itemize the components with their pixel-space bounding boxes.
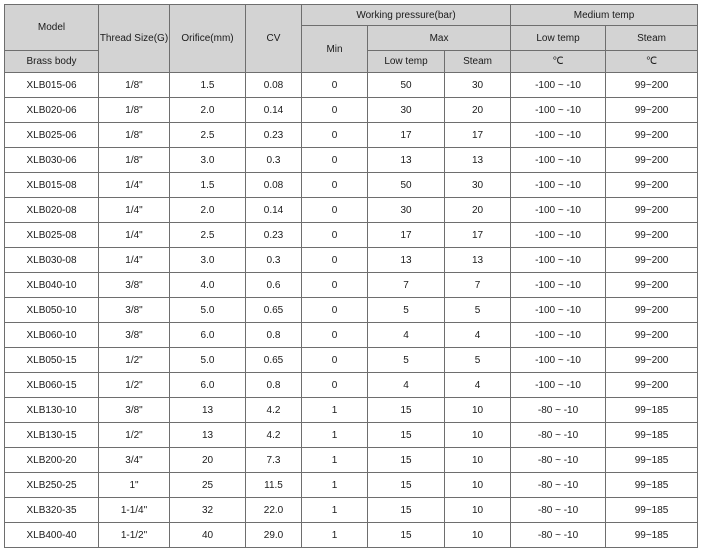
thread-size-cell: 1/4" — [99, 173, 170, 198]
table-row — [5, 123, 698, 148]
medium-steam-temp-cell: 99~185 — [606, 498, 698, 523]
table-row — [5, 298, 698, 323]
thread-size-cell: 1/8" — [99, 123, 170, 148]
medium-steam-temp-cell: 99~200 — [606, 223, 698, 248]
max-low-temp-pressure-cell: 50 — [368, 73, 445, 98]
table-row — [5, 398, 698, 423]
model-cell: XLB020-08 — [5, 198, 99, 223]
medium-steam-temp-cell: 99~185 — [606, 448, 698, 473]
table-row — [5, 473, 698, 498]
model-cell: XLB040-10 — [5, 273, 99, 298]
max-steam-pressure-cell: 7 — [445, 273, 511, 298]
max-steam-pressure-cell: 13 — [445, 148, 511, 173]
table-row — [5, 348, 698, 373]
cv-cell: 0.8 — [246, 373, 302, 398]
table-row — [5, 523, 698, 548]
orifice-cell: 32 — [170, 498, 246, 523]
min-pressure-cell: 0 — [302, 73, 368, 98]
medium-low-temp-cell: -100 ~ -10 — [511, 123, 606, 148]
min-pressure-cell: 1 — [302, 523, 368, 548]
model-cell: XLB320-35 — [5, 498, 99, 523]
max-low-temp-pressure-cell: 15 — [368, 398, 445, 423]
medium-low-temp-cell: -80 ~ -10 — [511, 398, 606, 423]
header-working-pressure: Working pressure(bar) — [302, 5, 511, 26]
header-medium-low-temp: Low temp — [511, 26, 606, 51]
medium-steam-temp-cell: 99~200 — [606, 148, 698, 173]
max-low-temp-pressure-cell: 30 — [368, 198, 445, 223]
table-row — [5, 323, 698, 348]
header-max-low-temp: Low temp — [368, 51, 445, 73]
thread-size-cell: 1/8" — [99, 98, 170, 123]
medium-steam-temp-cell: 99~185 — [606, 423, 698, 448]
model-cell: XLB130-10 — [5, 398, 99, 423]
cv-cell: 0.14 — [246, 98, 302, 123]
max-low-temp-pressure-cell: 15 — [368, 498, 445, 523]
max-low-temp-pressure-cell: 50 — [368, 173, 445, 198]
header-brass-body: Brass body — [5, 51, 99, 73]
thread-size-cell: 1/8" — [99, 73, 170, 98]
min-pressure-cell: 1 — [302, 498, 368, 523]
min-pressure-cell: 0 — [302, 98, 368, 123]
medium-low-temp-cell: -80 ~ -10 — [511, 498, 606, 523]
medium-low-temp-cell: -100 ~ -10 — [511, 323, 606, 348]
max-steam-pressure-cell: 5 — [445, 348, 511, 373]
header-unit-steam: ℃ — [606, 51, 698, 73]
max-low-temp-pressure-cell: 15 — [368, 423, 445, 448]
thread-size-cell: 3/8" — [99, 398, 170, 423]
model-cell: XLB030-08 — [5, 248, 99, 273]
medium-steam-temp-cell: 99~185 — [606, 398, 698, 423]
orifice-cell: 5.0 — [170, 348, 246, 373]
orifice-cell: 40 — [170, 523, 246, 548]
orifice-cell: 13 — [170, 398, 246, 423]
header-cv: CV — [246, 5, 302, 73]
max-low-temp-pressure-cell: 13 — [368, 148, 445, 173]
max-steam-pressure-cell: 17 — [445, 123, 511, 148]
medium-steam-temp-cell: 99~200 — [606, 298, 698, 323]
model-cell: XLB250-25 — [5, 473, 99, 498]
header-max: Max — [368, 26, 511, 51]
table-row — [5, 98, 698, 123]
model-cell: XLB060-10 — [5, 323, 99, 348]
medium-steam-temp-cell: 99~200 — [606, 123, 698, 148]
model-cell: XLB050-10 — [5, 298, 99, 323]
medium-steam-temp-cell: 99~200 — [606, 373, 698, 398]
orifice-cell: 2.0 — [170, 198, 246, 223]
cv-cell: 7.3 — [246, 448, 302, 473]
medium-low-temp-cell: -100 ~ -10 — [511, 248, 606, 273]
thread-size-cell: 3/8" — [99, 323, 170, 348]
min-pressure-cell: 0 — [302, 323, 368, 348]
header-medium-steam: Steam — [606, 26, 698, 51]
medium-low-temp-cell: -100 ~ -10 — [511, 98, 606, 123]
valve-spec-table — [4, 4, 698, 548]
min-pressure-cell: 0 — [302, 148, 368, 173]
cv-cell: 11.5 — [246, 473, 302, 498]
min-pressure-cell: 0 — [302, 273, 368, 298]
header-orifice: Orifice(mm) — [170, 5, 246, 73]
max-steam-pressure-cell: 10 — [445, 448, 511, 473]
max-low-temp-pressure-cell: 30 — [368, 98, 445, 123]
medium-steam-temp-cell: 99~200 — [606, 173, 698, 198]
max-low-temp-pressure-cell: 17 — [368, 223, 445, 248]
table-row — [5, 198, 698, 223]
max-low-temp-pressure-cell: 15 — [368, 473, 445, 498]
max-steam-pressure-cell: 17 — [445, 223, 511, 248]
medium-steam-temp-cell: 99~185 — [606, 523, 698, 548]
medium-low-temp-cell: -80 ~ -10 — [511, 523, 606, 548]
medium-steam-temp-cell: 99~200 — [606, 348, 698, 373]
medium-low-temp-cell: -100 ~ -10 — [511, 273, 606, 298]
medium-low-temp-cell: -80 ~ -10 — [511, 423, 606, 448]
thread-size-cell: 1-1/4" — [99, 498, 170, 523]
max-steam-pressure-cell: 10 — [445, 473, 511, 498]
cv-cell: 0.65 — [246, 348, 302, 373]
thread-size-cell: 1/4" — [99, 223, 170, 248]
thread-size-cell: 1/4" — [99, 198, 170, 223]
header-model: Model — [5, 5, 99, 51]
thread-size-cell: 1/8" — [99, 148, 170, 173]
cv-cell: 0.3 — [246, 148, 302, 173]
thread-size-cell: 1/2" — [99, 423, 170, 448]
max-low-temp-pressure-cell: 17 — [368, 123, 445, 148]
medium-steam-temp-cell: 99~200 — [606, 98, 698, 123]
cv-cell: 29.0 — [246, 523, 302, 548]
table-row — [5, 148, 698, 173]
medium-low-temp-cell: -100 ~ -10 — [511, 298, 606, 323]
orifice-cell: 6.0 — [170, 373, 246, 398]
max-low-temp-pressure-cell: 5 — [368, 298, 445, 323]
cv-cell: 0.23 — [246, 223, 302, 248]
medium-low-temp-cell: -100 ~ -10 — [511, 223, 606, 248]
medium-low-temp-cell: -100 ~ -10 — [511, 348, 606, 373]
cv-cell: 0.8 — [246, 323, 302, 348]
cv-cell: 0.08 — [246, 173, 302, 198]
model-cell: XLB030-06 — [5, 148, 99, 173]
orifice-cell: 2.0 — [170, 98, 246, 123]
max-steam-pressure-cell: 30 — [445, 73, 511, 98]
model-cell: XLB020-06 — [5, 98, 99, 123]
medium-low-temp-cell: -80 ~ -10 — [511, 448, 606, 473]
max-steam-pressure-cell: 20 — [445, 198, 511, 223]
header-thread-size: Thread Size(G) — [99, 5, 170, 73]
max-steam-pressure-cell: 20 — [445, 98, 511, 123]
max-steam-pressure-cell: 10 — [445, 398, 511, 423]
medium-steam-temp-cell: 99~200 — [606, 248, 698, 273]
table-header — [5, 5, 698, 73]
max-low-temp-pressure-cell: 15 — [368, 523, 445, 548]
max-low-temp-pressure-cell: 4 — [368, 323, 445, 348]
medium-low-temp-cell: -100 ~ -10 — [511, 148, 606, 173]
table-body — [5, 73, 698, 548]
model-cell: XLB130-15 — [5, 423, 99, 448]
model-cell: XLB060-15 — [5, 373, 99, 398]
min-pressure-cell: 1 — [302, 423, 368, 448]
min-pressure-cell: 0 — [302, 348, 368, 373]
medium-steam-temp-cell: 99~185 — [606, 473, 698, 498]
header-min: Min — [302, 26, 368, 73]
min-pressure-cell: 0 — [302, 298, 368, 323]
header-unit-low-temp: ℃ — [511, 51, 606, 73]
table-row — [5, 73, 698, 98]
max-steam-pressure-cell: 13 — [445, 248, 511, 273]
header-medium-temp: Medium temp — [511, 5, 698, 26]
model-cell: XLB050-15 — [5, 348, 99, 373]
table-row — [5, 423, 698, 448]
max-low-temp-pressure-cell: 15 — [368, 448, 445, 473]
max-steam-pressure-cell: 4 — [445, 373, 511, 398]
orifice-cell: 4.0 — [170, 273, 246, 298]
orifice-cell: 20 — [170, 448, 246, 473]
orifice-cell: 5.0 — [170, 298, 246, 323]
medium-steam-temp-cell: 99~200 — [606, 73, 698, 98]
table-row — [5, 498, 698, 523]
min-pressure-cell: 1 — [302, 448, 368, 473]
cv-cell: 0.14 — [246, 198, 302, 223]
thread-size-cell: 1/2" — [99, 373, 170, 398]
header-max-steam: Steam — [445, 51, 511, 73]
min-pressure-cell: 0 — [302, 373, 368, 398]
thread-size-cell: 1/4" — [99, 248, 170, 273]
thread-size-cell: 3/8" — [99, 273, 170, 298]
thread-size-cell: 1-1/2" — [99, 523, 170, 548]
medium-steam-temp-cell: 99~200 — [606, 273, 698, 298]
max-steam-pressure-cell: 30 — [445, 173, 511, 198]
model-cell: XLB200-20 — [5, 448, 99, 473]
spec-table-container — [4, 4, 698, 548]
table-row — [5, 173, 698, 198]
table-row — [5, 273, 698, 298]
orifice-cell: 3.0 — [170, 148, 246, 173]
orifice-cell: 6.0 — [170, 323, 246, 348]
cv-cell: 4.2 — [246, 423, 302, 448]
model-cell: XLB025-06 — [5, 123, 99, 148]
cv-cell: 0.65 — [246, 298, 302, 323]
table-row — [5, 248, 698, 273]
medium-low-temp-cell: -100 ~ -10 — [511, 198, 606, 223]
table-row — [5, 448, 698, 473]
orifice-cell: 1.5 — [170, 73, 246, 98]
medium-low-temp-cell: -100 ~ -10 — [511, 73, 606, 98]
min-pressure-cell: 1 — [302, 398, 368, 423]
model-cell: XLB400-40 — [5, 523, 99, 548]
medium-steam-temp-cell: 99~200 — [606, 198, 698, 223]
min-pressure-cell: 0 — [302, 173, 368, 198]
min-pressure-cell: 0 — [302, 223, 368, 248]
max-low-temp-pressure-cell: 5 — [368, 348, 445, 373]
max-steam-pressure-cell: 10 — [445, 523, 511, 548]
orifice-cell: 1.5 — [170, 173, 246, 198]
orifice-cell: 25 — [170, 473, 246, 498]
max-low-temp-pressure-cell: 7 — [368, 273, 445, 298]
medium-low-temp-cell: -100 ~ -10 — [511, 173, 606, 198]
model-cell: XLB015-06 — [5, 73, 99, 98]
cv-cell: 4.2 — [246, 398, 302, 423]
max-steam-pressure-cell: 5 — [445, 298, 511, 323]
min-pressure-cell: 0 — [302, 198, 368, 223]
medium-low-temp-cell: -80 ~ -10 — [511, 473, 606, 498]
orifice-cell: 2.5 — [170, 223, 246, 248]
min-pressure-cell: 1 — [302, 473, 368, 498]
orifice-cell: 13 — [170, 423, 246, 448]
cv-cell: 0.6 — [246, 273, 302, 298]
table-row — [5, 223, 698, 248]
max-steam-pressure-cell: 10 — [445, 498, 511, 523]
cv-cell: 0.08 — [246, 73, 302, 98]
cv-cell: 22.0 — [246, 498, 302, 523]
cv-cell: 0.3 — [246, 248, 302, 273]
table-row — [5, 373, 698, 398]
max-steam-pressure-cell: 4 — [445, 323, 511, 348]
min-pressure-cell: 0 — [302, 248, 368, 273]
model-cell: XLB015-08 — [5, 173, 99, 198]
thread-size-cell: 1/2" — [99, 348, 170, 373]
thread-size-cell: 1" — [99, 473, 170, 498]
thread-size-cell: 3/8" — [99, 298, 170, 323]
max-low-temp-pressure-cell: 13 — [368, 248, 445, 273]
min-pressure-cell: 0 — [302, 123, 368, 148]
thread-size-cell: 3/4" — [99, 448, 170, 473]
medium-steam-temp-cell: 99~200 — [606, 323, 698, 348]
max-low-temp-pressure-cell: 4 — [368, 373, 445, 398]
medium-low-temp-cell: -100 ~ -10 — [511, 373, 606, 398]
orifice-cell: 2.5 — [170, 123, 246, 148]
orifice-cell: 3.0 — [170, 248, 246, 273]
max-steam-pressure-cell: 10 — [445, 423, 511, 448]
cv-cell: 0.23 — [246, 123, 302, 148]
model-cell: XLB025-08 — [5, 223, 99, 248]
